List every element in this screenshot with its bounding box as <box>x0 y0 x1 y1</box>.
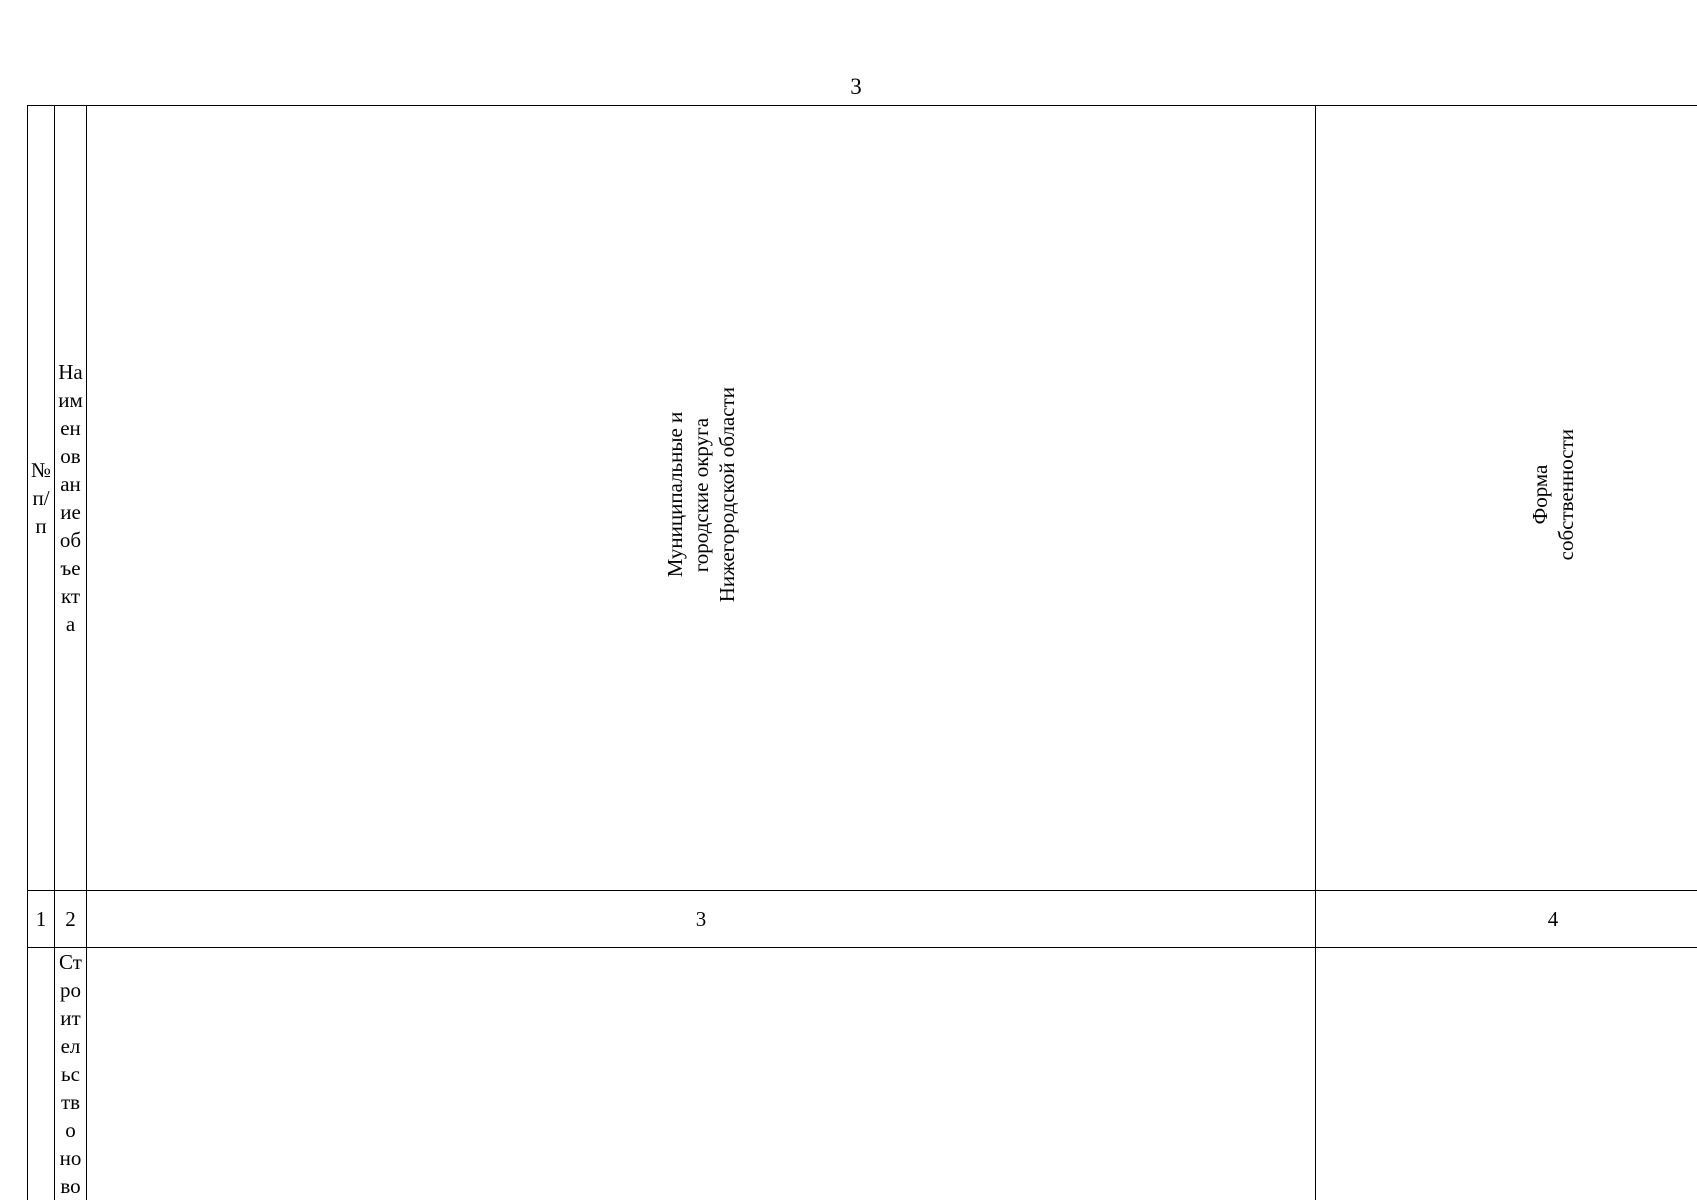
ownership-form <box>1315 948 1697 1200</box>
column-number: 4 <box>1315 891 1697 948</box>
header-ownership-form: Форма собственности <box>1315 106 1697 891</box>
page-number: 3 <box>850 74 862 99</box>
column-number: 2 <box>55 891 87 948</box>
column-number-row <box>28 891 1697 948</box>
row-number <box>28 948 55 1200</box>
header-municipal-district: Муниципальные и городские округа Нижегородской области <box>86 106 1315 891</box>
column-number: 3 <box>86 891 1315 948</box>
municipal-district <box>86 948 1315 1200</box>
column-number: 1 <box>28 891 55 948</box>
object-name: Строительство ново <box>55 948 87 1200</box>
header-object-name: Наименование объекта <box>55 106 87 891</box>
table-row <box>28 948 1697 1200</box>
header-number: № п/ п <box>28 106 55 891</box>
financing-table <box>27 105 1697 1200</box>
